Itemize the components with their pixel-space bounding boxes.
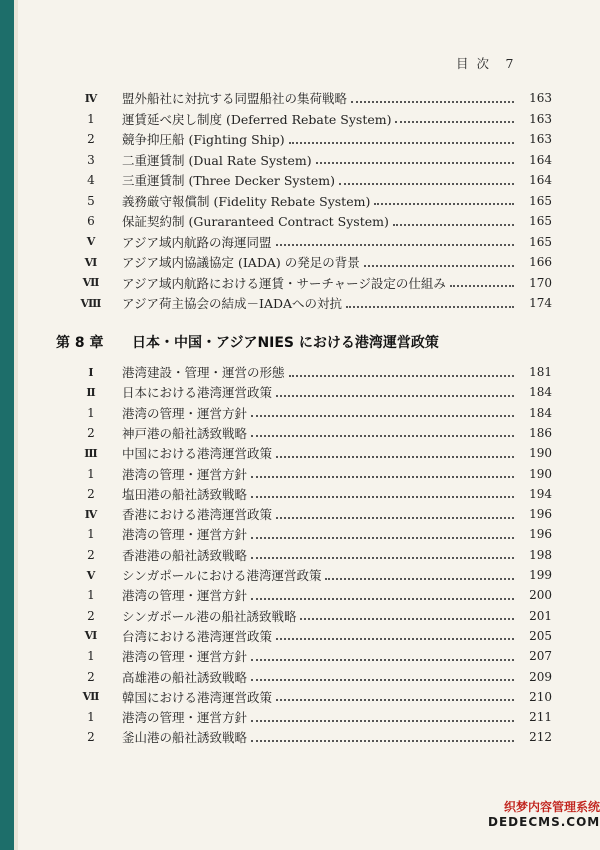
- dot-leader: [276, 394, 514, 397]
- toc-entry-number: Ⅶ: [82, 690, 100, 704]
- watermark-logo: [488, 798, 600, 836]
- dot-leader: [395, 120, 514, 123]
- dot-leader: [351, 100, 514, 103]
- toc-entry-title-wrap: [122, 647, 514, 665]
- dot-leader: [364, 264, 514, 267]
- dot-leader: [251, 739, 514, 742]
- dot-leader: [339, 182, 514, 185]
- toc-entry-page: 201: [529, 608, 552, 623]
- toc-entry-title-wrap: [122, 444, 514, 462]
- toc-entry-title: 釜山港の船社誘致戦略: [122, 730, 248, 746]
- toc-entry: [18, 109, 600, 129]
- dot-leader: [251, 536, 514, 539]
- dot-leader: [251, 658, 514, 661]
- toc-entry-number: Ⅰ: [88, 365, 94, 379]
- watermark-line2: DEDECMS.COM: [488, 815, 600, 829]
- dot-leader: [251, 597, 514, 600]
- toc-entry-number: 2: [87, 425, 95, 440]
- dot-leader: [251, 719, 514, 722]
- dot-leader: [251, 678, 514, 681]
- toc-entry-title-wrap: [122, 89, 514, 107]
- toc-entry-title-wrap: [122, 668, 514, 686]
- toc-entry: [18, 232, 600, 252]
- toc-entry-number: Ⅳ: [84, 91, 98, 105]
- toc-entry-number: 5: [87, 193, 95, 208]
- dot-leader: [289, 141, 514, 144]
- toc-entry-title: 港湾の管理・運営方針: [122, 710, 248, 726]
- toc-entry-title: 神戸港の船社誘致戦略: [122, 425, 248, 441]
- toc-entry: [18, 252, 600, 272]
- dot-leader: [316, 161, 514, 164]
- toc-entry-page: 184: [529, 385, 552, 400]
- dot-leader: [276, 698, 514, 701]
- toc-entry-page: 184: [529, 405, 552, 420]
- toc-entry-page: 199: [529, 568, 552, 582]
- toc-entry-title: アジア域内航路における運賃・サーチャージ設定の仕組み: [122, 275, 446, 291]
- dot-leader: [300, 617, 514, 620]
- toc-entry: [18, 191, 600, 211]
- toc-entry-title-wrap: [122, 566, 514, 584]
- dot-leader: [276, 455, 514, 458]
- toc-entry-title: アジア域内航路の海運同盟: [122, 234, 272, 250]
- toc-entry-title-wrap: [122, 404, 514, 422]
- toc-entry-title: 義務厳守報償制 (Fidelity Rebate System): [122, 193, 371, 209]
- toc-entry: [18, 211, 600, 231]
- dot-leader: [276, 243, 514, 246]
- toc-entry-number: 2: [87, 669, 95, 684]
- toc-entry-page: 198: [529, 547, 552, 562]
- toc-entry-title-wrap: [122, 525, 514, 543]
- toc-entry-number: 4: [87, 173, 95, 187]
- toc-entry-title: 日本における港湾運営政策: [122, 385, 273, 401]
- toc-entry-page: 181: [529, 365, 552, 379]
- toc-entry: [18, 707, 600, 727]
- toc-entry-title-wrap: [122, 607, 514, 625]
- toc-entry-number: 1: [87, 527, 95, 542]
- toc-entry: [18, 524, 600, 544]
- toc-entry-title-wrap: [122, 274, 514, 292]
- toc-entry: [18, 626, 600, 646]
- toc-entry-page: 207: [529, 649, 552, 664]
- toc-entry-title: 高雄港の船社誘致戦略: [122, 669, 248, 685]
- toc-entry-number: Ⅳ: [84, 507, 98, 521]
- toc-entry-page: 174: [529, 296, 552, 310]
- toc-entry: [18, 687, 600, 707]
- toc-entry-page: 196: [529, 507, 552, 522]
- toc-entry-page: 164: [529, 152, 552, 167]
- toc-entry-title: 保証契約制 (Gurarantееd Contract System): [122, 214, 389, 229]
- toc-entry: [18, 362, 600, 382]
- toc-entry-page: 209: [529, 669, 552, 684]
- toc-entry-title-wrap: [122, 688, 514, 706]
- toc-entry-title-wrap: [122, 424, 514, 442]
- toc-entry-number: 2: [87, 730, 95, 745]
- chapter-number: 第 8 章: [56, 335, 104, 351]
- toc-entry-number: 6: [87, 214, 95, 228]
- toc-entry-title: 三重運賃制 (Three Decker System): [122, 173, 336, 188]
- toc-entry-title-wrap: [122, 294, 514, 312]
- toc-entry-title: シンガポール港の船社誘致戦略: [122, 608, 297, 624]
- toc-entry-page: 163: [529, 91, 552, 105]
- toc-entry: [18, 129, 600, 149]
- toc-entry-title-wrap: [122, 110, 514, 128]
- toc-entry-page: 211: [529, 710, 552, 725]
- toc-entry: [18, 150, 600, 170]
- toc-entry-number: 2: [87, 486, 95, 501]
- toc-entry: [18, 606, 600, 626]
- chapter-title: 日本・中国・アジアNIES における港湾運営政策: [132, 335, 439, 351]
- toc-entry-title-wrap: [122, 485, 514, 503]
- toc-entry-page: 210: [529, 689, 552, 704]
- dot-leader: [393, 223, 514, 226]
- toc-entry-number: 1: [87, 111, 95, 126]
- toc-entry-title-wrap: [122, 363, 514, 381]
- toc-entry: [18, 88, 600, 108]
- toc-entry-title: 塩田港の船社誘致戦略: [122, 486, 248, 502]
- toc-entry-title-wrap: [122, 505, 514, 523]
- toc-entry: [18, 646, 600, 666]
- toc-entry: [18, 545, 600, 565]
- toc-entry-page: 200: [529, 588, 552, 603]
- toc-entry: [18, 585, 600, 605]
- toc-entry: [18, 293, 600, 313]
- toc-entry: [18, 504, 600, 524]
- toc-entry-page: 165: [529, 234, 552, 249]
- toc-entry-title: 中国における港湾運営政策: [122, 446, 273, 462]
- dot-leader: [276, 516, 514, 519]
- toc-entry-page: 163: [529, 111, 552, 126]
- toc-entry-title-wrap: [122, 253, 514, 271]
- running-head: 目 次 7: [456, 56, 516, 71]
- toc-entry-page: 165: [529, 193, 552, 208]
- toc-entry: [18, 382, 600, 402]
- toc-entry-page: 170: [529, 275, 552, 290]
- toc-entry-title-wrap: [122, 192, 514, 210]
- toc-entry: [18, 403, 600, 423]
- toc-entry-page: 205: [529, 628, 552, 643]
- toc-entry-title: 港湾の管理・運営方針: [122, 588, 248, 604]
- toc-entry-title: 港湾の管理・運営方針: [122, 466, 248, 482]
- toc-entry-title: アジア域内協議協定 (IADA) の発足の背景: [122, 255, 360, 270]
- toc-entry-title: シンガポールにおける港湾運営政策: [122, 568, 322, 583]
- toc-entry-number: 2: [87, 132, 95, 146]
- toc-entry-title-wrap: [122, 130, 514, 148]
- toc-entry-title-wrap: [122, 233, 514, 251]
- toc-entry-title: 港湾の管理・運営方針: [122, 527, 248, 543]
- toc-entry-number: 2: [87, 547, 95, 562]
- toc-entry-title: 台湾における港湾運営政策: [122, 628, 273, 644]
- chapter-heading: [56, 330, 576, 354]
- dot-leader: [450, 284, 514, 287]
- toc-entry-page: 166: [529, 255, 552, 269]
- toc-entry-number: 1: [87, 710, 95, 725]
- toc-entry-number: Ⅶ: [82, 276, 100, 289]
- toc-entry-page: 212: [529, 730, 552, 745]
- toc-entry-page: 165: [529, 214, 552, 228]
- toc-entry-title-wrap: [122, 546, 514, 564]
- toc-entry-number: Ⅴ: [86, 568, 96, 582]
- toc-entry: [18, 484, 600, 504]
- toc-entry-page: 164: [529, 173, 552, 187]
- dot-leader: [251, 475, 514, 478]
- toc-entry: [18, 273, 600, 293]
- toc-entry: [18, 464, 600, 484]
- toc-entry-title-wrap: [122, 465, 514, 483]
- toc-entry-number: 2: [87, 608, 95, 623]
- dot-leader: [251, 556, 514, 559]
- toc-entry-title: 運賃延べ戻し制度 (Deferred Rebate System): [122, 111, 392, 127]
- toc-entry-number: 1: [87, 405, 95, 420]
- toc-entry-title-wrap: [122, 627, 514, 645]
- toc-entry-page: 190: [529, 466, 552, 481]
- toc-entry-page: 194: [529, 486, 552, 501]
- toc-entry-number: Ⅷ: [80, 296, 102, 310]
- toc-entry-title-wrap: [122, 212, 514, 230]
- toc-entry-number: Ⅴ: [86, 235, 96, 248]
- toc-entry: [18, 565, 600, 585]
- toc-entry-number: Ⅱ: [86, 385, 96, 399]
- toc-entry-title: 韓国における港湾運営政策: [122, 689, 273, 705]
- dot-leader: [276, 637, 514, 640]
- toc-entry-title: 港湾建設・管理・運営の形態: [122, 365, 285, 380]
- toc-entry-number: Ⅵ: [84, 629, 98, 643]
- watermark-line1: 织梦内容管理系统: [503, 800, 600, 814]
- toc-entry-title-wrap: [122, 171, 514, 189]
- toc-entry-number: 1: [87, 588, 95, 603]
- toc-entry: [18, 667, 600, 687]
- toc-entry-number: 1: [87, 649, 95, 664]
- toc-entry-title-wrap: [122, 708, 514, 726]
- toc-entry-title: 香港港の船社誘致戦略: [122, 547, 248, 563]
- toc-entry-title-wrap: [122, 728, 514, 746]
- toc-entry-title: 港湾の管理・運営方針: [122, 405, 248, 421]
- toc-entry-number: Ⅲ: [84, 446, 98, 460]
- toc-entry-page: 190: [529, 446, 552, 461]
- toc-entry-title: 香港における港湾運営政策: [122, 507, 273, 523]
- toc-entry-page: 163: [529, 132, 552, 146]
- toc-entry-number: 1: [87, 466, 95, 481]
- toc-entry: [18, 423, 600, 443]
- toc-entry: [18, 727, 600, 747]
- dot-leader: [374, 202, 514, 205]
- toc-entry-title: 盟外船社に対抗する同盟船社の集荷戦略: [122, 91, 348, 106]
- toc-entry: [18, 443, 600, 463]
- toc-entry-title: アジア荷主協会の結成－IADAへの対抗: [122, 296, 343, 311]
- toc-entry-number: Ⅵ: [84, 255, 98, 269]
- toc-entry-page: 196: [529, 527, 552, 542]
- toc-entry-title: 競争抑圧船 (Fighting Ship): [122, 132, 285, 147]
- dot-leader: [251, 434, 514, 437]
- dot-leader: [251, 495, 514, 498]
- document-page: [14, 0, 600, 850]
- toc-entry-title: 港湾の管理・運営方針: [122, 649, 248, 665]
- toc-entry-page: 186: [529, 425, 552, 440]
- dot-leader: [325, 577, 514, 580]
- dot-leader: [289, 374, 514, 377]
- toc-entry: [18, 170, 600, 190]
- dot-leader: [346, 305, 514, 308]
- toc-entry-title-wrap: [122, 586, 514, 604]
- toc-entry-title-wrap: [122, 151, 514, 169]
- toc-entry-title: 二重運賃制 (Dual Rate System): [122, 152, 312, 168]
- toc-entry-title-wrap: [122, 383, 514, 401]
- toc-entry-number: 3: [87, 152, 95, 167]
- dot-leader: [251, 414, 514, 417]
